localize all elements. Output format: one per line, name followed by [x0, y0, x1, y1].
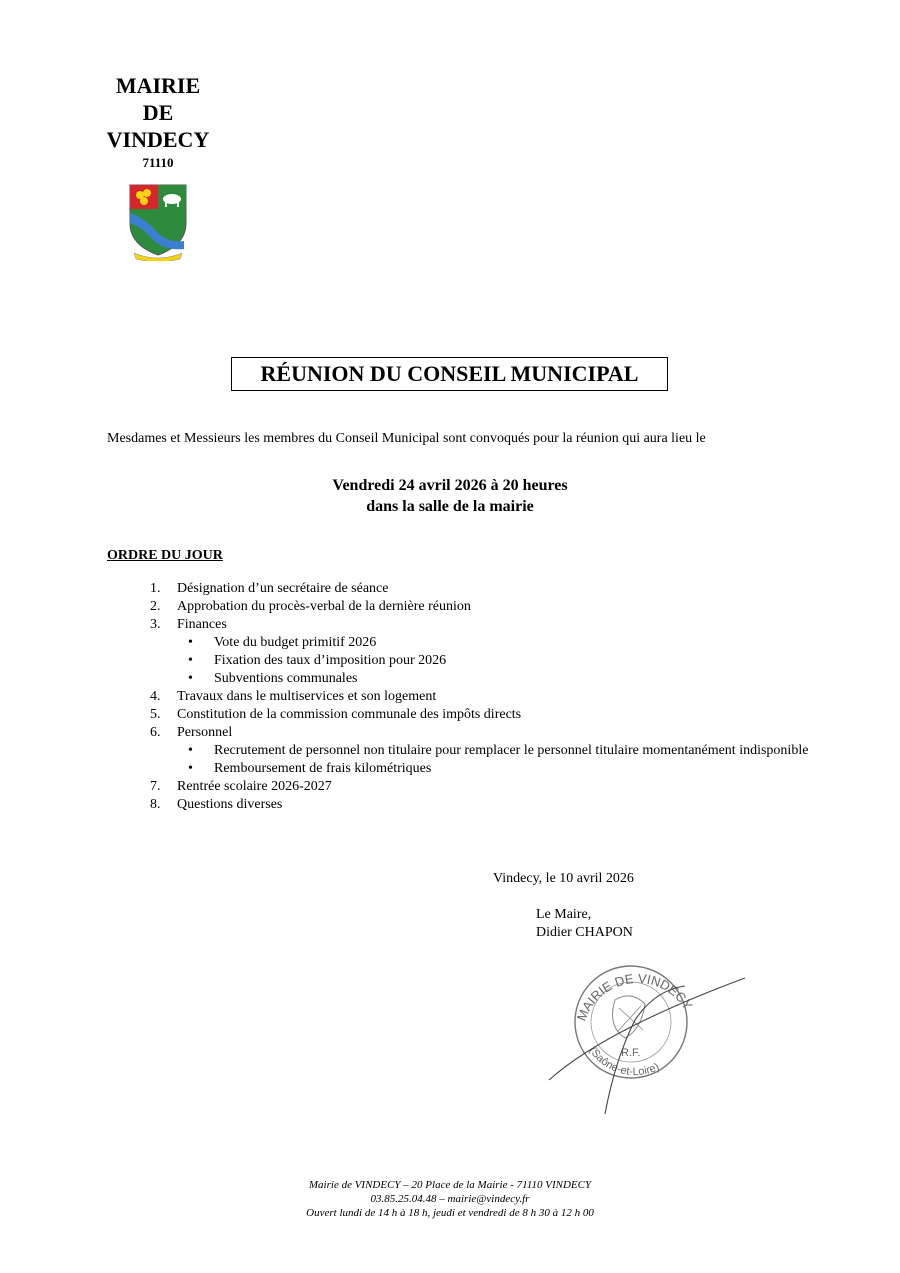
agenda-item-number: 3.	[150, 617, 161, 632]
signature-block	[536, 906, 633, 942]
agenda-item-text: Travaux dans le multiservices et son logement	[177, 689, 437, 704]
agenda-item-number: 2.	[150, 599, 161, 614]
coat-of-arms-icon	[126, 183, 190, 261]
agenda-item-number: 4.	[150, 689, 161, 704]
signature-name: Didier CHAPON	[536, 925, 633, 940]
bullet-icon: •	[188, 743, 193, 758]
letterhead	[100, 72, 216, 171]
agenda-subitem	[148, 760, 828, 778]
agenda-item	[148, 598, 828, 616]
agenda-subitem-text: Subventions communales	[214, 671, 358, 686]
agenda-item-number: 8.	[150, 797, 161, 812]
agenda-subitem-text: Recrutement de personnel non titulaire pour remplacer le personnel titulaire momentanément indisponible	[214, 743, 809, 758]
bullet-icon: •	[188, 653, 193, 668]
meeting-details	[0, 475, 900, 517]
agenda-subitem	[148, 634, 828, 652]
agenda-item	[148, 580, 828, 598]
agenda-item-text: Personnel	[177, 725, 233, 740]
stamp-text-bottom: (Saône-et-Loire)	[586, 1044, 662, 1079]
agenda-item	[148, 778, 828, 796]
agenda-item-text: Rentrée scolaire 2026-2027	[177, 779, 332, 794]
stamp-text-top: MAIRIE DE VINDECY	[573, 970, 696, 1024]
letterhead-line-2: DE	[142, 100, 174, 125]
agenda-item	[148, 688, 828, 706]
agenda-heading: ORDRE DU JOUR	[107, 548, 223, 563]
meeting-place: dans la salle de la mairie	[366, 498, 534, 515]
agenda-item-text: Désignation d’un secrétaire de séance	[177, 581, 389, 596]
official-stamp-icon	[545, 960, 750, 1120]
page-title: RÉUNION DU CONSEIL MUNICIPAL	[231, 357, 668, 391]
agenda-item-text: Approbation du procès-verbal de la dernière réunion	[177, 599, 471, 614]
meeting-date: Vendredi 24 avril 2026 à 20 heures	[332, 477, 568, 494]
agenda-item	[148, 796, 828, 814]
agenda-subitem-text: Fixation des taux d’imposition pour 2026	[214, 653, 447, 668]
footer-hours: Ouvert lundi de 14 h à 18 h, jeudi et vendredi de 8 h 30 à 12 h 00	[306, 1207, 594, 1219]
agenda-item-number: 5.	[150, 707, 161, 722]
bullet-icon: •	[188, 671, 193, 686]
agenda-subitem-text: Vote du budget primitif 2026	[214, 635, 377, 650]
signature-place-date: Vindecy, le 10 avril 2026	[493, 871, 634, 886]
stamp-center: R.F.	[621, 1047, 641, 1059]
agenda-item	[148, 724, 828, 742]
bullet-icon: •	[188, 635, 193, 650]
agenda-item-text: Questions diverses	[177, 797, 283, 812]
footer-address: Mairie de VINDECY – 20 Place de la Mairie - 71110 VINDECY	[308, 1179, 592, 1191]
letterhead-line-3: VINDECY	[106, 127, 210, 152]
intro-text: Mesdames et Messieurs les membres du Conseil Municipal sont convoqués pour la réunion qui aura lieu le	[107, 431, 706, 446]
agenda-subitem	[148, 652, 828, 670]
agenda-item-text: Finances	[177, 617, 227, 632]
agenda-subitem	[148, 742, 828, 760]
agenda-subitem	[148, 670, 828, 688]
bullet-icon: •	[188, 761, 193, 776]
footer-contact: 03.85.25.04.48 – mairie@vindecy.fr	[370, 1193, 530, 1205]
agenda-item-number: 7.	[150, 779, 161, 794]
postal-code: 71110	[142, 155, 174, 170]
agenda-item	[148, 616, 828, 634]
agenda-item-text: Constitution de la commission communale des impôts directs	[177, 707, 522, 722]
footer	[0, 1178, 900, 1220]
agenda-list	[148, 580, 828, 814]
agenda-item	[148, 706, 828, 724]
agenda-subitem-text: Remboursement de frais kilométriques	[214, 761, 432, 776]
signature-role: Le Maire,	[536, 907, 592, 922]
agenda-item-number: 1.	[150, 581, 161, 596]
letterhead-line-1: MAIRIE	[115, 73, 201, 98]
agenda-item-number: 6.	[150, 725, 161, 740]
